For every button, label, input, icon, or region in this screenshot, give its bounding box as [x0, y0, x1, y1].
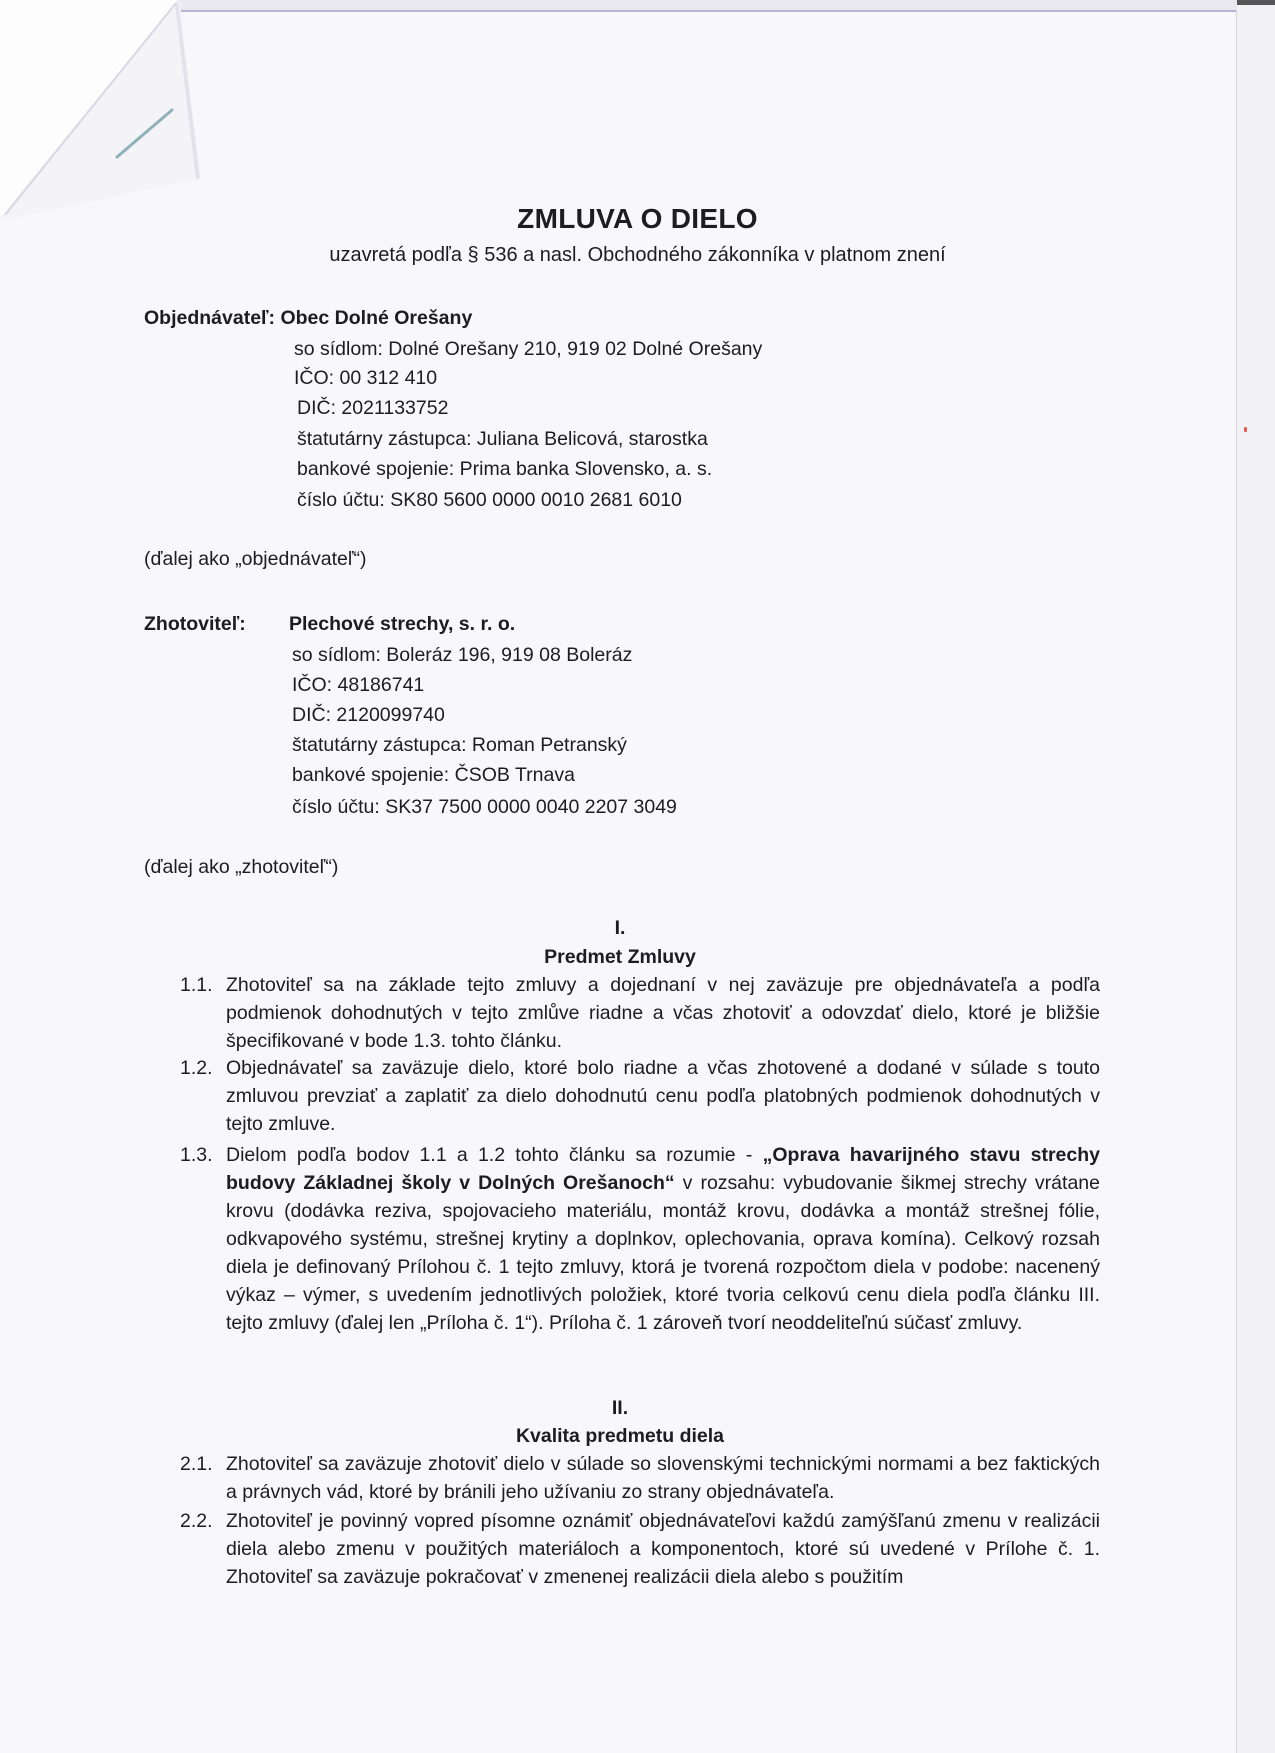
section-1-number: I.	[614, 917, 626, 939]
section-2-heading: Kvalita predmetu diela	[515, 1425, 725, 1447]
orderer-ico: IČO: 00 312 410	[294, 367, 438, 389]
contractor-dic: DIČ: 2120099740	[292, 704, 445, 726]
orderer-label: Objednávateľ:	[144, 307, 276, 329]
work-title: „Oprava havarijného stavu strechy budovy Základnej školy v Dolných Orešanoch“	[226, 1144, 1101, 1194]
clause-2-1	[180, 1450, 1100, 1506]
clause-number: 2.1.	[180, 1453, 213, 1475]
clause-number: 1.2.	[180, 1057, 213, 1079]
clause-2-2	[180, 1507, 1100, 1591]
contractor-bank: bankové spojenie: ČSOB Trnava	[292, 764, 575, 786]
clause-number: 1.1.	[180, 974, 213, 996]
contractor-name: Plechové strechy, s. r. o.	[289, 613, 516, 635]
orderer-account: číslo účtu: SK80 5600 0000 0010 2681 6010	[297, 489, 682, 511]
folded-corner	[0, 0, 200, 220]
scan-edge-shadow	[1237, 0, 1275, 5]
orderer-dic: DIČ: 2021133752	[297, 397, 449, 419]
clause-text: Zhotoviteľ sa zaväzuje zhotoviť dielo v súlade so slovenskými technickými normami a bez faktických a právnych vád, ktoré by bránili jeho užívaniu zo strany objednávateľa.	[226, 1453, 1100, 1503]
section-1-heading: Predmet Zmluvy	[544, 946, 696, 968]
contractor-account: číslo účtu: SK37 7500 0000 0040 2207 3049	[292, 796, 677, 818]
orderer-seat: so sídlom: Dolné Orešany 210, 919 02 Dolné Orešany	[294, 338, 763, 360]
section-2-number: II.	[611, 1397, 629, 1419]
clause-1-3	[180, 1141, 1100, 1337]
contractor-ico: IČO: 48186741	[292, 674, 425, 696]
clause-1-1	[180, 971, 1100, 1055]
orderer-representative: štatutárny zástupca: Juliana Belicová, starostka	[297, 428, 708, 450]
clause-number: 1.3.	[180, 1144, 213, 1166]
document-subtitle: uzavretá podľa § 536 a nasl. Obchodného zákonníka v platnom znení	[329, 244, 946, 266]
contractor-alias: (ďalej ako „zhotoviteľ“)	[144, 856, 339, 878]
contractor-representative: štatutárny zástupca: Roman Petranský	[292, 734, 627, 756]
orderer-alias: (ďalej ako „objednávateľ“)	[144, 548, 367, 570]
contractor-label: Zhotoviteľ:	[144, 613, 246, 635]
clause-text: Zhotoviteľ je povinný vopred písomne oznámiť objednávateľovi každú zamýšľanú zmenu v realizácii diela alebo zmenu v použitých materiáloch a komponentoch, ktoré sú uvedené v Prílohe č. 1. Zhotoviteľ sa zaväzuje pokračovať v zmenenej realizácii diela alebo s použitím	[226, 1510, 1100, 1588]
clause-text	[226, 1141, 1100, 1337]
orderer-heading	[144, 304, 472, 332]
clause-text-intro: Dielom podľa bodov 1.1 a 1.2 tohto článku sa rozumie -	[226, 1144, 763, 1166]
orderer-name: Obec Dolné Orešany	[280, 307, 473, 329]
clause-text-scope: v rozsahu: vybudovanie šikmej strechy vrátane krovu (dodávka reziva, spojovacieho materiálu, montáž krovu, dodávka a montáž strešnej fólie, odkvapového systému, strešnej krytiny a doplnkov, oplechovania, oprava komína). Celkový rozsah diela je definovaný Prílohou č. 1 tejto zmluvy, ktorá je tvorená rozpočtom diela v podobe: nacenený výkaz – výmer, s uvedením jednotlivých položiek, ktoré tvoria celkovú cenu diela podľa článku III. tejto zmluvy (ďalej len „Príloha č. 1“). Príloha č. 1 zároveň tvorí neoddeliteľnú súčasť zmluvy.	[226, 1172, 1100, 1334]
clause-text: Objednávateľ sa zaväzuje dielo, ktoré bolo riadne a včas zhotovené a dodané v súlade s touto zmluvou prevziať a zaplatiť za dielo dohodnutú cenu podľa platobných podmienok dohodnutých v tejto zmluve.	[226, 1057, 1100, 1135]
orderer-bank: bankové spojenie: Prima banka Slovensko, a. s.	[297, 458, 713, 480]
clause-number: 2.2.	[180, 1510, 213, 1532]
contractor-seat: so sídlom: Boleráz 196, 919 08 Boleráz	[292, 644, 633, 666]
clause-1-2	[180, 1054, 1100, 1138]
scan-artifact-mark	[1244, 427, 1247, 432]
clause-text: Zhotoviteľ sa na základe tejto zmluvy a dojednaní v nej zaväzuje pre objednávateľa a podľa podmienok dohodnutých v tejto zmlůve riadne a včas zhotoviť a odovzdať dielo, ktoré je bližšie špecifikované v bode 1.3. tohto článku.	[226, 974, 1100, 1052]
document-title: ZMLUVA O DIELO	[517, 203, 758, 234]
